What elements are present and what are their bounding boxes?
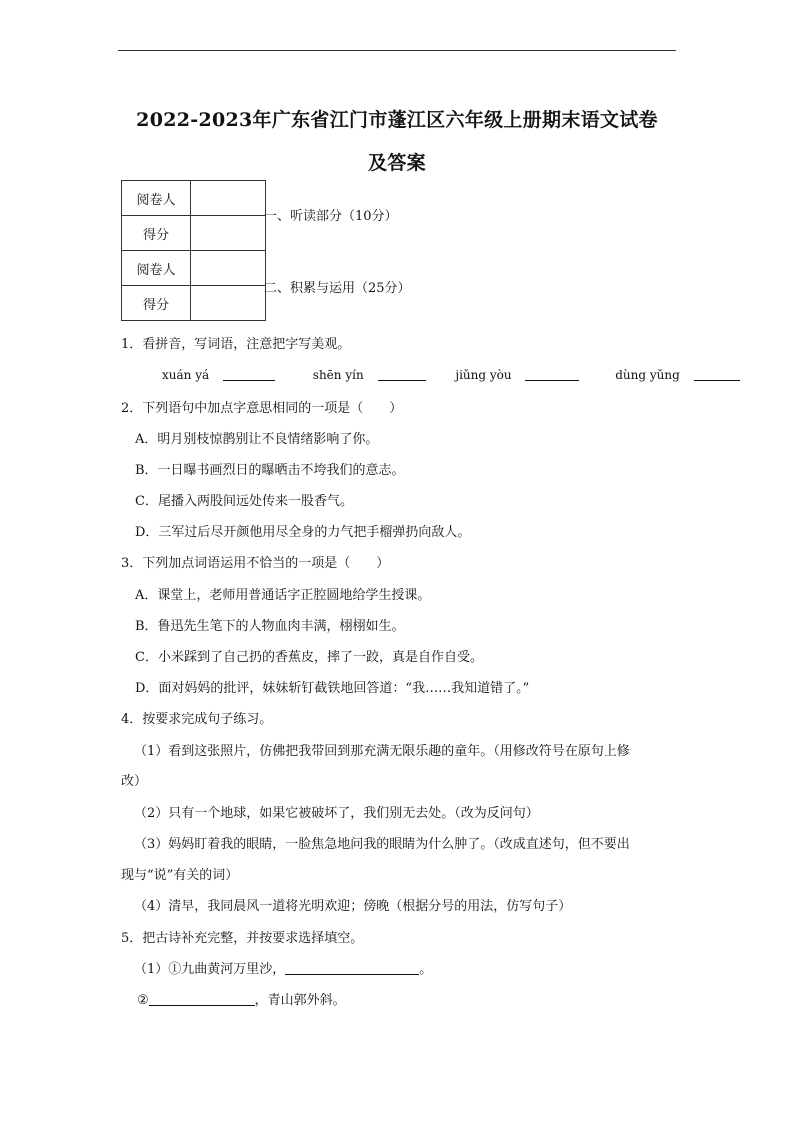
pinyin-1: xuán yá (162, 368, 210, 382)
question-2-option-b: B．一日曝书画烈日的曝晒击不垮我们的意志。 (135, 463, 405, 478)
question-2-option-c: C．尾播入两股间远处传来一股香气。 (135, 494, 353, 509)
header-rule (118, 50, 676, 51)
question-2-stem: 2．下列语句中加点字意思相同的一项是（ ） (121, 401, 403, 416)
poem-line-1-prefix: （1）①九曲黄河万里沙， (134, 962, 286, 977)
question-3-option-d: D．面对妈妈的批评，妹妹斩钉截铁地回答道：“我……我知道错了。” (135, 681, 530, 696)
question-3-option-a: A．课堂上，老师用普通话字正腔圆地给学生授课。 (135, 588, 431, 603)
grader-cell[interactable] (191, 181, 266, 216)
pinyin-2: shēn yín (312, 368, 364, 382)
question-3-option-b: B．鲁迅先生笔下的人物血肉丰满，栩栩如生。 (135, 619, 405, 634)
page-title-cont: 及答案 (368, 152, 426, 174)
poem-line-2-suffix: ，青山郭外斜。 (254, 993, 346, 1008)
pinyin-4: dùng yǔng (615, 368, 680, 382)
question-2-option-a: A．明月别枝惊鹊别让不良情绪影响了你。 (135, 432, 379, 447)
question-4-stem: 4．按要求完成句子练习。 (121, 712, 273, 727)
answer-blank[interactable] (694, 367, 740, 381)
question-3-option-c: C．小米踩到了自己扔的香蕉皮，摔了一跤，真是自作自受。 (135, 650, 483, 665)
table-row (122, 251, 266, 286)
answer-blank[interactable] (378, 367, 426, 381)
score-table (121, 180, 266, 321)
question-2-option-d: D．三军过后尽开颜他用尽全身的力气把手榴弹扔向敌人。 (135, 525, 471, 540)
poem-line-1-suffix: 。 (419, 962, 433, 977)
answer-blank[interactable] (149, 992, 255, 1006)
score-label: 得分 (122, 286, 191, 321)
table-row (122, 216, 266, 251)
question-4-item-1: （1）看到这张照片，仿佛把我带回到那充满无限乐趣的童年。（用修改符号在原句上修 (134, 744, 630, 759)
question-3-stem: 3．下列加点词语运用不恰当的一项是（ ） (121, 556, 390, 571)
question-5-line-1 (134, 958, 432, 977)
score-cell[interactable] (191, 216, 266, 251)
section-heading-listening: 一、听读部分（10分） (264, 209, 398, 224)
question-4-item-2: （2）只有一个地球，如果它被破坏了，我们别无去处。（改为反问句） (134, 806, 539, 821)
pinyin-row (162, 367, 740, 382)
question-1-stem: 1．看拼音，写词语，注意把字写美观。 (121, 337, 351, 352)
grader-label: 阅卷人 (122, 181, 191, 216)
answer-blank[interactable] (223, 367, 275, 381)
page-title: 2022-2023年广东省江门市蓬江区六年级上册期末语文试卷 (136, 109, 658, 131)
grader-cell[interactable] (191, 251, 266, 286)
question-4-item-3-cont: 现与“说”有关的词） (121, 868, 239, 883)
grader-label: 阅卷人 (122, 251, 191, 286)
score-cell[interactable] (191, 286, 266, 321)
question-4-item-3: （3）妈妈盯着我的眼睛，一脸焦急地问我的眼睛为什么肿了。（改成直述句，但不要出 (134, 837, 630, 852)
pinyin-3: jiǔng yòu (455, 368, 512, 382)
score-label: 得分 (122, 216, 191, 251)
table-row (122, 286, 266, 321)
question-4-item-4: （4）清早，我同晨风一道将光明欢迎；傍晚（根据分号的用法，仿写句子） (134, 899, 572, 914)
poem-line-2-prefix: ② (137, 993, 149, 1008)
question-5-line-2 (137, 989, 346, 1008)
answer-blank[interactable] (525, 367, 579, 381)
question-5-stem: 5．把古诗补充完整，并按要求选择填空。 (121, 931, 364, 946)
section-heading-accumulation: 二、积累与运用（25分） (264, 281, 411, 296)
question-4-item-1-cont: 改） (121, 774, 148, 789)
table-row (122, 181, 266, 216)
answer-blank[interactable] (285, 961, 419, 975)
